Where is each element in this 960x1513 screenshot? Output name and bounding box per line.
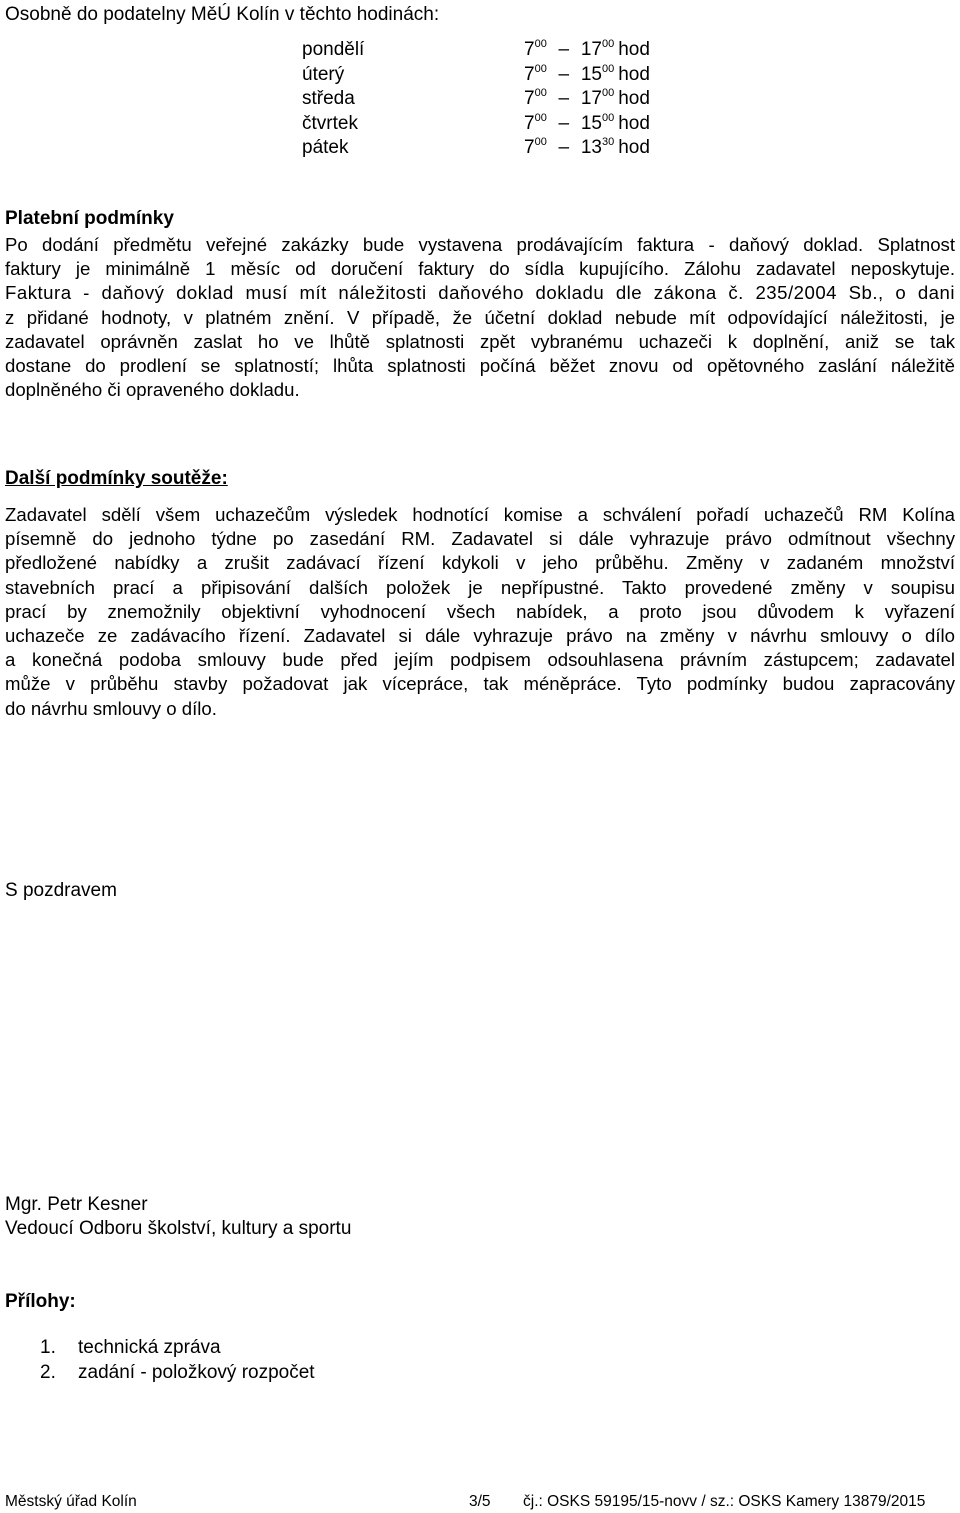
signature-name: Mgr. Petr Kesner bbox=[5, 1194, 148, 1215]
list-item-label: technická zpráva bbox=[78, 1337, 221, 1358]
conditions-paragraph bbox=[5, 503, 955, 721]
paragraph-line: do návrhu smlouvy o dílo. bbox=[5, 697, 217, 719]
list-item bbox=[40, 1361, 315, 1386]
greeting-text: S pozdravem bbox=[5, 880, 117, 901]
paragraph-line: uchazeče ze zadávacího řízení. Zadavatel si dále vyhrazuje právo na změny v návrhu smlouvy o dílo bbox=[5, 625, 955, 647]
office-hours-table bbox=[302, 38, 702, 161]
hours-day: úterý bbox=[302, 63, 345, 85]
paragraph-line: Po dodání předmětu veřejné zakázky bude vystavena prodávajícím faktura - daňový doklad. Splatnost bbox=[5, 234, 955, 255]
paragraph-line: Faktura - daňový doklad musí mít náležitosti daňového dokladu dle zákona č. 235/2004 Sb., o dani bbox=[5, 282, 955, 304]
footer-reference: čj.: OSKS 59195/15-novv / sz.: OSKS Kamery 13879/2015 bbox=[523, 1493, 926, 1510]
hours-time: $7^{00} - 15^{00}$ hod bbox=[524, 62, 650, 85]
paragraph-line: může v průběhu stavby požadovat jak vícepráce, tak méněpráce. Tyto podmínky budou zapracovány bbox=[5, 673, 955, 695]
paragraph-line: prací by znemožnily objektivní vyhodnocení všech nabídek, a proto jsou důvodem k vyřazení bbox=[5, 600, 955, 622]
hours-time: $7^{00} - 13^{30}$ hod bbox=[524, 136, 650, 158]
hours-row bbox=[302, 112, 702, 137]
paragraph-line: doplněného či opraveného dokladu. bbox=[5, 379, 300, 401]
list-item-number: 2. bbox=[40, 1361, 56, 1383]
paragraph-line: faktury je minimálně 1 měsíc od doručení faktury do sídla kupujícího. Zálohu zadavatel neposkytuje. bbox=[5, 258, 955, 280]
paragraph-line: písemně do jednoho týdne po zasedání RM. Zadavatel si dále vyhrazuje právo odmítnout všechny bbox=[5, 528, 955, 550]
paragraph-line: předložené nabídky a zrušit zadávací řízení kdykoli v jeho průběhu. Změny v zadaném množství bbox=[5, 552, 955, 574]
attachments-list bbox=[40, 1336, 315, 1385]
footer-office: Městský úřad Kolín bbox=[5, 1493, 137, 1510]
intro-text: Osobně do podatelny MěÚ Kolín v těchto hodinách: bbox=[5, 4, 440, 25]
hours-row bbox=[302, 63, 702, 88]
paragraph-line: dostane do prodlení se splatností; lhůta splatnosti počíná běžet znovu od opětovného zaslání náležitě bbox=[5, 355, 955, 377]
paragraph-line: a konečná podoba smlouvy bude před jejím podpisem odsouhlasena právním zástupcem; zadavatel bbox=[5, 649, 955, 671]
paragraph-line: zadavatel oprávněn zaslat ho ve lhůtě splatnosti zpět vybranému uchazeči k doplnění, aniž se tak bbox=[5, 330, 955, 352]
hours-row bbox=[302, 136, 702, 161]
footer-page-number: 3/5 bbox=[469, 1493, 491, 1510]
list-item-label: zadání - položkový rozpočet bbox=[78, 1361, 315, 1383]
hours-day: pátek bbox=[302, 137, 349, 158]
hours-time: $7^{00} - 17^{00}$ hod bbox=[524, 38, 650, 60]
hours-day: čtvrtek bbox=[302, 112, 358, 134]
payment-terms-heading: Platební podmínky bbox=[5, 208, 174, 229]
paragraph-line: z přidané hodnoty, v platném znění. V případě, že účetní doklad nebude mít odpovídající náležitosti, je bbox=[5, 306, 955, 328]
hours-time: $7^{00} - 15^{00}$ hod bbox=[524, 111, 650, 134]
hours-day: středa bbox=[302, 88, 355, 109]
payment-terms-paragraph bbox=[5, 233, 955, 402]
list-item bbox=[40, 1336, 315, 1361]
hours-row bbox=[302, 38, 702, 63]
hours-day: pondělí bbox=[302, 39, 365, 60]
list-item-number: 1. bbox=[40, 1337, 56, 1358]
hours-row bbox=[302, 87, 702, 112]
hours-time: $7^{00} - 17^{00}$ hod bbox=[524, 87, 650, 109]
signature-role: Vedoucí Odboru školství, kultury a sportu bbox=[5, 1218, 352, 1239]
paragraph-line: stavebních prací a připisování dalších položek je nepřípustné. Takto provedené změny v soupisu bbox=[5, 576, 955, 598]
attachments-heading: Přílohy: bbox=[5, 1291, 76, 1312]
conditions-heading: Další podmínky soutěže: bbox=[5, 468, 228, 489]
paragraph-line: Zadavatel sdělí všem uchazečům výsledek hodnotící komise a schválení pořadí uchazečů RM Kolína bbox=[5, 504, 955, 525]
